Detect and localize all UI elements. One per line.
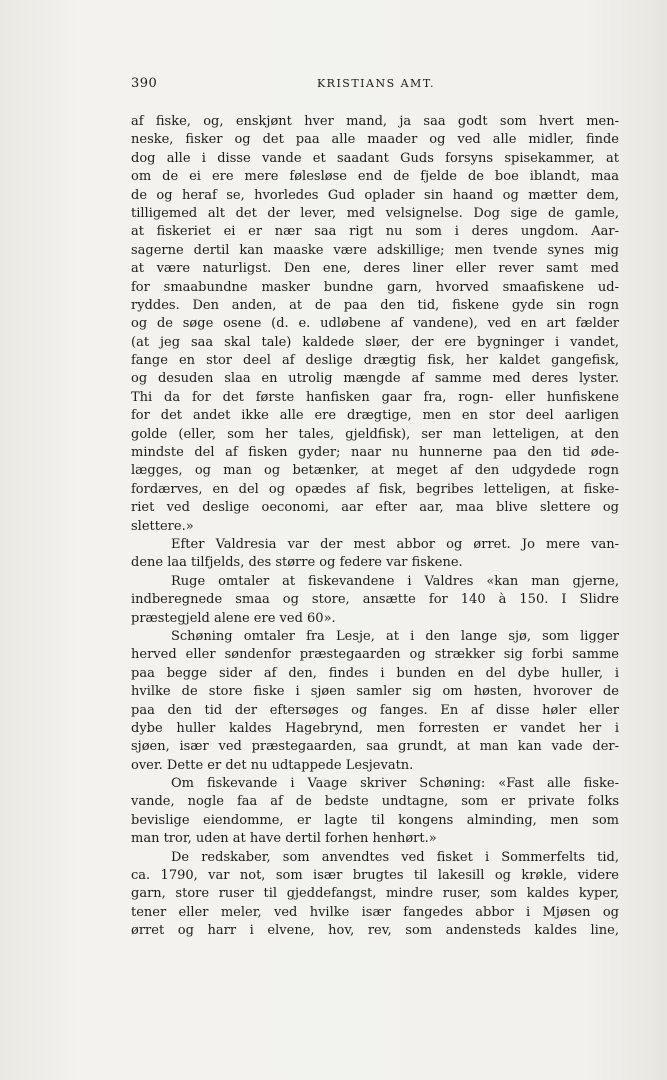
text-line: De redskaber, som anvendtes ved fisket i Sommerfelts tid, <box>171 849 619 865</box>
text-line: neske, fisker og det paa alle maader og ved alle midler, finde <box>131 132 619 148</box>
text-line: dog alle i disse vande et saadant Guds forsyns spisekammer, at <box>131 150 619 166</box>
text-line: tilligemed alt det der lever, med velsignelse. Dog sige de gamle, <box>131 205 619 221</box>
text-line: af fiske, og, enskjønt hver mand, ja saa godt som hvert men- <box>131 114 619 129</box>
text-line: ørret og harr i elvene, hov, rev, som andensteds kaldes line, <box>131 923 619 939</box>
running-head: KRISTIANS AMT. <box>316 77 436 90</box>
page-header <box>131 76 621 96</box>
text-line: lægges, og man og betænker, at meget af den udgydede rogn <box>131 463 619 479</box>
text-line: ca. 1790, var not, som især brugtes til lakesill og krøkle, videre <box>131 868 619 884</box>
text-line: at være naturligst. Den ene, deres liner eller rever samt med <box>131 261 619 277</box>
text-line: Om fiskevande i Vaage skriver Schøning: «Fast alle fiske- <box>171 776 619 792</box>
body-text <box>131 113 619 941</box>
text-line: fange en stor deel af deslige drægtig fisk, her kaldet gangefisk, <box>131 353 619 369</box>
text-line: paa begge sider af den, findes i bunden en del dybe huller, i <box>131 665 619 681</box>
text-line: bevislige eiendomme, er lagte til kongens alminding, men som <box>131 812 619 828</box>
text-line: dene laa tilfjelds, des større og federe var fiskene. <box>131 555 463 571</box>
text-line: om de ei ere mere følesløse end de fjelde de boe iblandt, maa <box>131 169 619 185</box>
text-line: de og heraf se, hvorledes Gud oplader sin haand og mætter dem, <box>131 187 619 203</box>
text-line: sagerne dertil kan maaske være adskillige; men tvende synes mig <box>131 242 619 258</box>
text-line: over. Dette er det nu udtappede Lesjevatn. <box>131 757 414 773</box>
text-line: og desuden slaa en utrolig mængde af samme med deres lyster. <box>131 371 619 387</box>
text-line: riet ved deslige oeconomi, aar efter aar, maa blive slettere og <box>131 500 619 516</box>
text-line: hvilke de store fiske i sjøen samler sig om høsten, hvorover de <box>131 684 619 700</box>
text-line: (at jeg saa skal tale) kaldede sløer, der ere bygninger i vandet, <box>131 334 619 350</box>
page-number: 390 <box>131 76 158 91</box>
text-line: slettere.» <box>131 518 194 534</box>
text-line: paa den tid der eftersøges og fanges. En af disse høler eller <box>131 702 619 718</box>
text-line: sjøen, især ved præstegaarden, saa grundt, at man kan vade der- <box>131 739 619 755</box>
text-line: Efter Valdresia var der mest abbor og ørret. Jo mere van- <box>171 536 619 552</box>
text-line: garn, store ruser til gjeddefangst, mindre ruser, som kaldes kyper, <box>131 886 619 902</box>
text-line: fordærves, en del og opædes af fisk, begribes letteligen, at fiske- <box>131 481 619 497</box>
text-line: herved eller søndenfor præstegaarden og strækker sig forbi samme <box>131 647 619 663</box>
text-line: vande, nogle faa af de bedste undtagne, som er private folks <box>131 794 619 810</box>
text-line: mindste del af fisken gyder; naar nu hunnerne paa den tid øde- <box>131 445 619 461</box>
text-line: man tror, uden at have dertil forhen henhørt.» <box>131 831 437 847</box>
text-line: Thi da for det første hanfisken gaar fra, rogn- eller hunfiskene <box>131 389 619 405</box>
text-line: præstegjeld alene ere ved 60». <box>131 610 336 626</box>
text-line: Ruge omtaler at fiskevandene i Valdres «kan man gjerne, <box>171 573 619 589</box>
text-line: dybe huller kaldes Hagebrynd, men forresten er vandet her i <box>131 720 619 736</box>
text-line: indberegnede smaa og store, ansætte for 140 à 150. I Slidre <box>131 592 619 608</box>
text-line: og de søge osene (d. e. udløbene af vandene), ved en art fælder <box>131 316 619 332</box>
text-line: tener eller meler, ved hvilke især fangedes abbor i Mjøsen og <box>131 904 619 920</box>
text-line: at fiskeriet ei er nær saa rigt nu som i deres ungdom. Aar- <box>131 224 619 240</box>
text-line: golde (eller, som her tales, gjeldfisk), ser man letteligen, at den <box>131 426 619 442</box>
text-line: ryddes. Den anden, at de paa den tid, fiskene gyde sin rogn <box>131 297 619 313</box>
text-line: Schøning omtaler fra Lesje, at i den lange sjø, som ligger <box>171 628 619 644</box>
text-line: for smaabundne masker bundne garn, hvorved smaafiskene ud- <box>131 279 619 295</box>
text-line: for det andet ikke alle ere drægtige, men en stor deel aarligen <box>131 408 619 424</box>
